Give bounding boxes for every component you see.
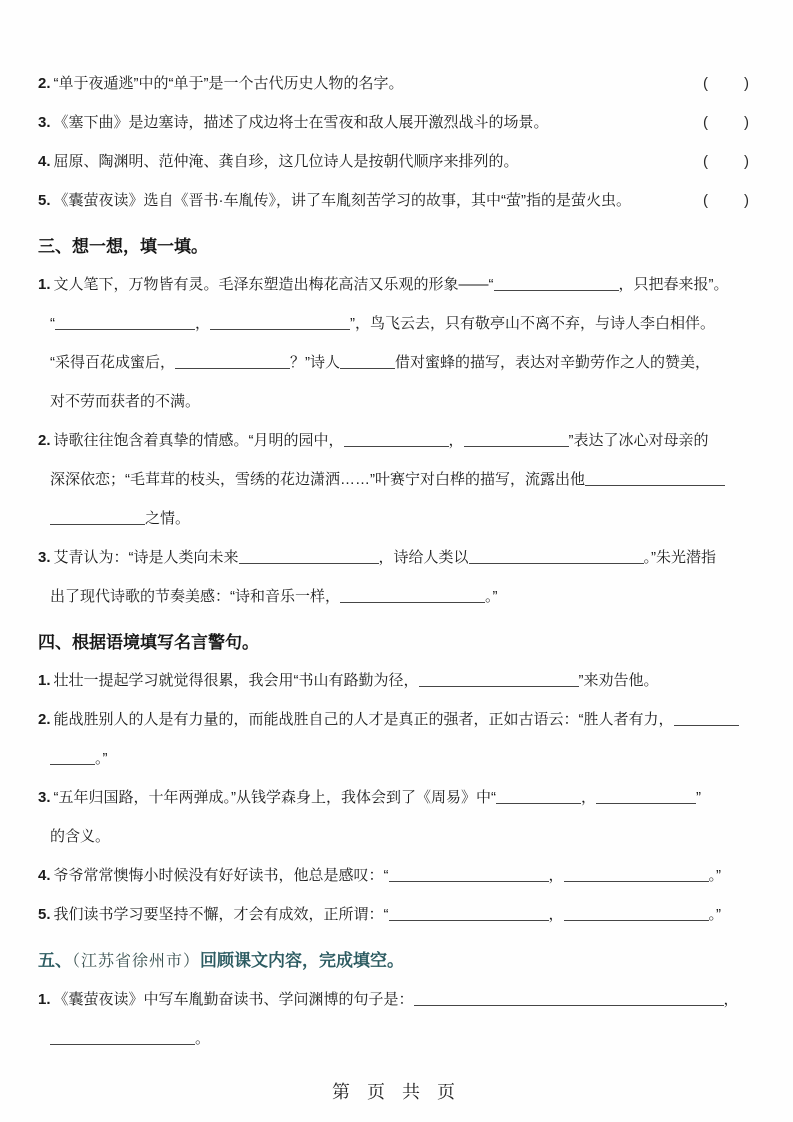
question-line [38, 817, 763, 856]
question-line [38, 343, 763, 382]
question-text: 能战胜别人的人是有力量的，而能战胜自己的人才是真正的强者，正如古语云：“胜人者有力， [53, 711, 674, 728]
question-text: 。” [708, 867, 722, 884]
section5-source-tag: （江苏省徐州市） [72, 953, 201, 970]
section5-number: 五、 [38, 951, 72, 970]
question-number: 1. [38, 672, 51, 689]
question-text: 借对蜜蜂的描写，表达对辛勤劳作之人的赞美， [395, 354, 711, 371]
page-footer [0, 1078, 793, 1104]
fill-in-blank[interactable] [419, 672, 579, 687]
page-number-label: 第 页 共 页 [331, 1082, 461, 1102]
question-line [38, 895, 763, 934]
question-line [38, 304, 763, 343]
fill-in-blank[interactable] [50, 510, 145, 525]
question-line [38, 980, 763, 1019]
question-text: ，诗给人类以 [378, 549, 469, 566]
fill-in-blank[interactable] [389, 867, 549, 882]
section5-title: 回顾课文内容，完成填空。 [200, 951, 405, 970]
question-text: 深深依恋；“毛茸茸的枝头，雪绣的花边潇洒……”叶赛宁对白桦的描写，流露出他 [50, 471, 585, 488]
fill-in-blank[interactable] [496, 789, 581, 804]
question-number: 3. [38, 549, 51, 566]
answer-parentheses[interactable]: ( ) [703, 153, 751, 170]
tf-item-4 [38, 142, 763, 181]
question-number: 3. [38, 789, 51, 806]
question-text: 壮壮一提起学习就觉得很累，我会用“书山有路勤为径， [53, 672, 419, 689]
question-text: 文人笔下，万物皆有灵。毛泽东塑造出梅花高洁又乐观的形象——“ [53, 276, 494, 293]
question-text: ， [723, 991, 739, 1008]
question-text: “五年归国路，十年两弹成。”从钱学森身上，我体会到了《周易》中“ [53, 789, 497, 806]
fill-in-blank[interactable] [50, 750, 95, 765]
question-text: ”，鸟飞云去，只有敬亭山不离不弃，与诗人李白相伴。 [350, 315, 716, 332]
answer-parentheses[interactable]: ( ) [703, 192, 751, 209]
question-text: “采得百花成蜜后， [50, 354, 175, 371]
tf-item-5-content [38, 181, 703, 220]
fill-in-blank[interactable] [469, 549, 644, 564]
question-number: 2. [38, 432, 51, 449]
fill-in-blank[interactable] [239, 549, 379, 564]
fill-in-blank[interactable] [50, 1030, 195, 1045]
question-line [38, 460, 763, 499]
section4-heading: 四、根据语境填写名言警句。 [38, 633, 259, 652]
fill-in-blank[interactable] [564, 867, 709, 882]
item-text: 《塞下曲》是边塞诗，描述了戍边将士在雪夜和敌人展开激烈战斗的场景。 [53, 114, 549, 131]
question-text: ”表达了冰心对母亲的 [568, 432, 709, 449]
item-number: 5. [38, 192, 51, 209]
item-text: “单于夜遁逃”中的“单于”是一个古代历史人物的名字。 [53, 75, 404, 92]
section3-heading: 三、想一想，填一填。 [38, 237, 208, 256]
question-number: 1. [38, 276, 51, 293]
question-text: ，只把春来报”。 [618, 276, 729, 293]
fill-in-blank[interactable] [389, 906, 549, 921]
section4 [38, 629, 763, 934]
section5-heading [38, 947, 763, 975]
section3 [38, 233, 763, 616]
question-line [38, 856, 763, 895]
question [38, 895, 763, 934]
true-false-section [38, 64, 763, 220]
question-line [38, 739, 763, 778]
fill-in-blank[interactable] [344, 432, 449, 447]
tf-item-2 [38, 64, 763, 103]
fill-in-blank[interactable] [340, 588, 485, 603]
question-text: ”来劝告他。 [578, 672, 659, 689]
question-text: ， [548, 867, 564, 884]
tf-item-3 [38, 103, 763, 142]
question-text: 的含义。 [50, 828, 111, 845]
question-text: ， [195, 315, 211, 332]
question [38, 778, 763, 856]
question [38, 661, 763, 700]
question-number: 1. [38, 991, 51, 1008]
question-number: 2. [38, 711, 51, 728]
item-text: 屈原、陶渊明、范仲淹、龚自珍，这几位诗人是按朝代顺序来排列的。 [53, 153, 519, 170]
question-text: ， [548, 906, 564, 923]
tf-item-3-content [38, 103, 703, 142]
question-number: 5. [38, 906, 51, 923]
item-number: 2. [38, 75, 51, 92]
tf-item-2-content [38, 64, 703, 103]
question-text: 对不劳而获者的不满。 [50, 393, 201, 410]
question-text: ， [581, 789, 597, 806]
question-text: 我们读书学习要坚持不懈，才会有成效，正所谓：“ [53, 906, 389, 923]
fill-in-blank[interactable] [674, 711, 739, 726]
question-line [38, 577, 763, 616]
question-line [38, 1019, 763, 1058]
question-text: 。”朱光潜指 [643, 549, 717, 566]
question-line [38, 421, 763, 460]
question-text: 。 [195, 1030, 211, 1047]
question-line [38, 499, 763, 538]
question-text: 出了现代诗歌的节奏美感：“诗和音乐一样， [50, 588, 340, 605]
fill-in-blank[interactable] [55, 315, 195, 330]
fill-in-blank[interactable] [340, 354, 395, 369]
question-number: 4. [38, 867, 51, 884]
tf-item-4-content [38, 142, 703, 181]
question [38, 980, 763, 1058]
question-text: ” [696, 789, 702, 806]
question [38, 421, 763, 538]
fill-in-blank[interactable] [494, 276, 619, 291]
question-text: 。” [708, 906, 722, 923]
question-line [38, 661, 763, 700]
fill-in-blank[interactable] [596, 789, 696, 804]
question [38, 700, 763, 778]
question-text: 《囊萤夜读》中写车胤勤奋读书、学问渊博的句子是： [53, 991, 414, 1008]
question [38, 265, 763, 421]
section5 [38, 947, 763, 1058]
question-text: 。” [485, 588, 498, 605]
question-text: ， [448, 432, 464, 449]
item-text: 《囊萤夜读》选自《晋书·车胤传》，讲了车胤刻苦学习的故事，其中“萤”指的是萤火虫。 [53, 192, 632, 209]
answer-parentheses[interactable]: ( ) [703, 114, 751, 131]
question-text: 爷爷常常懊悔小时候没有好好读书，他总是感叹：“ [53, 867, 389, 884]
question-text: ？”诗人 [290, 354, 340, 371]
question-line [38, 538, 763, 577]
fill-in-blank[interactable] [464, 432, 569, 447]
item-number: 3. [38, 114, 51, 131]
question-line [38, 265, 763, 304]
question-text: 诗歌往往饱含着真挚的情感。“月明的园中， [53, 432, 344, 449]
fill-in-blank[interactable] [564, 906, 709, 921]
question-line [38, 778, 763, 817]
section3-questions [38, 265, 763, 616]
fill-in-blank[interactable] [414, 991, 724, 1006]
section4-questions [38, 661, 763, 934]
fill-in-blank[interactable] [210, 315, 350, 330]
question-line [38, 700, 763, 739]
question [38, 856, 763, 895]
question-text: 。” [95, 750, 108, 767]
question-text: 之情。 [145, 510, 191, 527]
section5-questions [38, 980, 763, 1058]
answer-parentheses[interactable]: ( ) [703, 75, 751, 92]
question-line [38, 382, 763, 421]
tf-item-5 [38, 181, 763, 220]
fill-in-blank[interactable] [175, 354, 290, 369]
fill-in-blank[interactable] [585, 471, 725, 486]
question-text: 艾青认为：“诗是人类向未来 [53, 549, 239, 566]
item-number: 4. [38, 153, 51, 170]
question-text: “ [50, 315, 55, 332]
question [38, 538, 763, 616]
